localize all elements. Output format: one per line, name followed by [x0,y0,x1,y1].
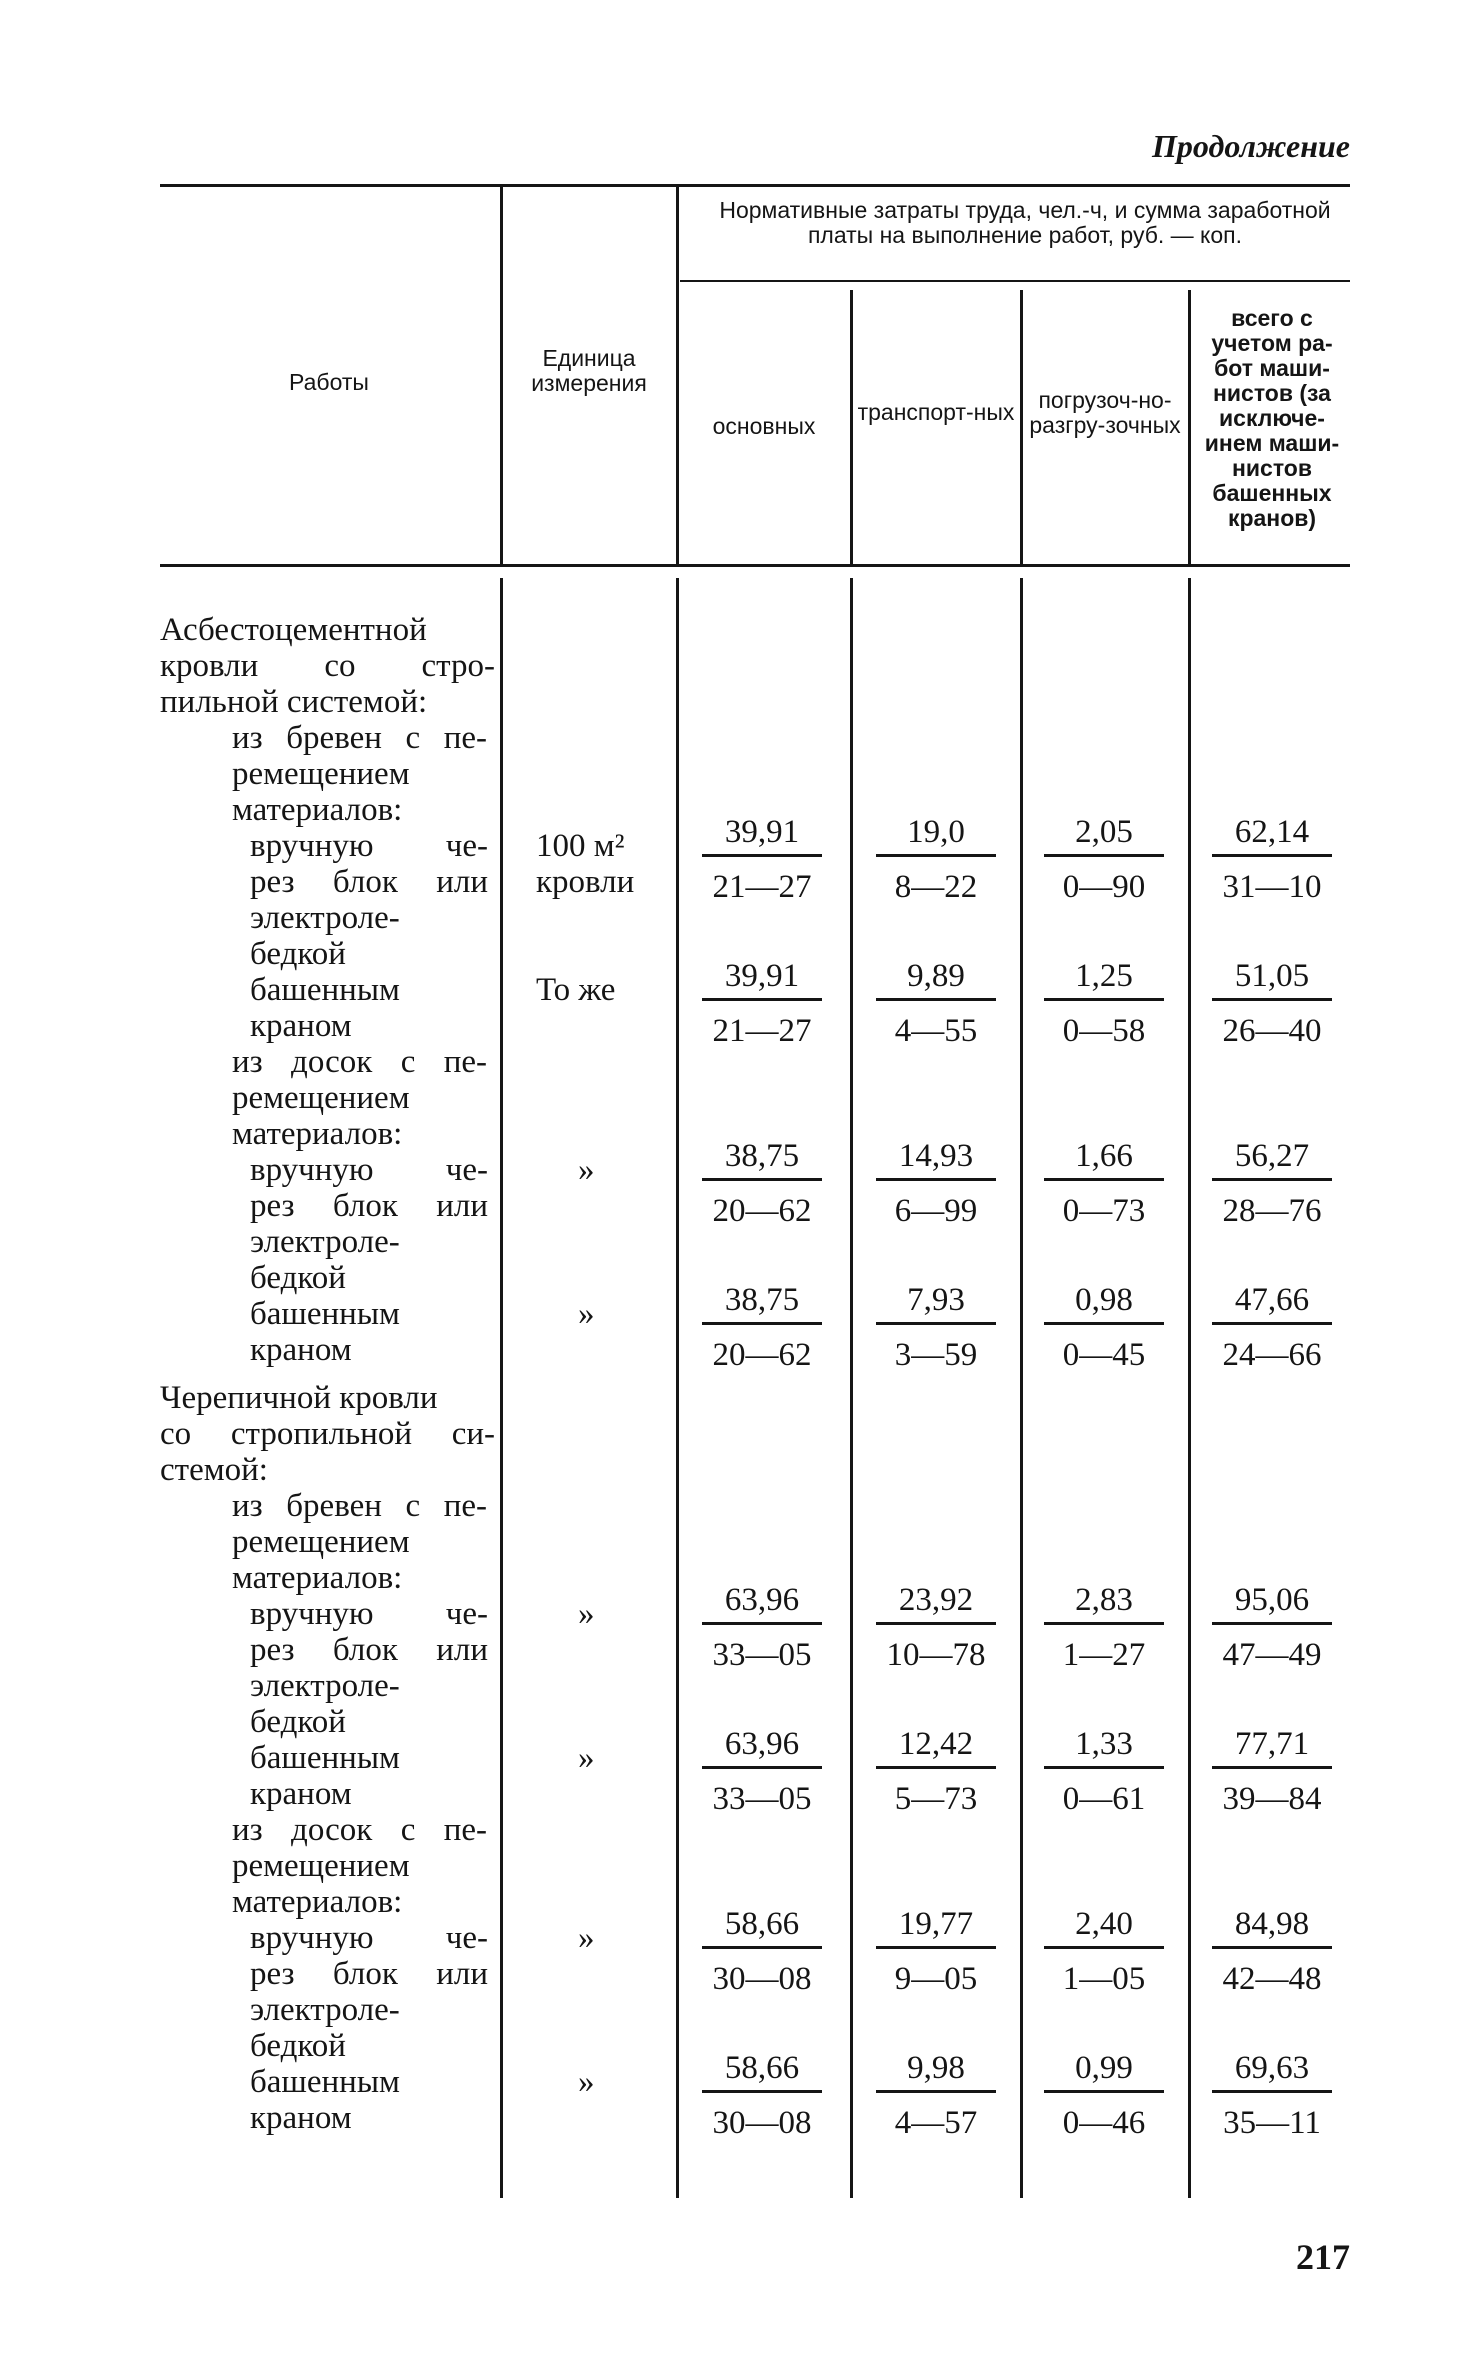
unit-row-1: 100 м² кровли [536,828,635,900]
label-tile-logs-crane: башенным краном [250,1740,400,1812]
page-number: 217 [1296,2237,1350,2277]
cell-r7-loading: 2,40 1—05 [1044,1906,1164,1997]
unit-row-2: То же [536,972,616,1008]
cell-r7-basic: 58,66 30—08 [702,1906,822,1997]
body-vline-2 [676,578,679,2198]
cell-r5-transport: 23,92 10—78 [876,1582,996,1673]
label-asb-logs-manual: вручную че- рез блок или электроле- бедкой [250,828,488,972]
cell-r5-total: 95,06 47—49 [1212,1582,1332,1673]
unit-row-5: » [578,1596,595,1632]
group-header-rule [680,280,1350,282]
cell-r5-basic: 63,96 33—05 [702,1582,822,1673]
unit-row-3: » [578,1152,595,1188]
cell-r4-loading: 0,98 0—45 [1044,1282,1164,1373]
cell-r2-loading: 1,25 0—58 [1044,958,1164,1049]
cell-r8-total: 69,63 35—11 [1212,2050,1332,2141]
label-tile-logs-manual: вручную че- рез блок или электроле- бедкой [250,1596,488,1740]
label-asb-logs: из бревен с пе- ремещением материалов: [232,720,487,828]
cell-r8-transport: 9,98 4—57 [876,2050,996,2141]
label-asb-boards-crane: башенным краном [250,1296,400,1368]
unit-row-4: » [578,1296,595,1332]
cell-r8-loading: 0,99 0—46 [1044,2050,1164,2141]
cell-r6-loading: 1,33 0—61 [1044,1726,1164,1817]
cell-r7-transport: 19,77 9—05 [876,1906,996,1997]
cell-r8-basic: 58,66 30—08 [702,2050,822,2141]
cell-r4-total: 47,66 24—66 [1212,1282,1332,1373]
header-vline-2 [676,186,679,566]
cell-r4-basic: 38,75 20—62 [702,1282,822,1373]
unit-row-7: » [578,1920,595,1956]
cell-r1-basic: 39,91 21—27 [702,814,822,905]
cell-r6-total: 77,71 39—84 [1212,1726,1332,1817]
col-unit-header: Единица измерения [531,345,647,396]
table-top-rule [160,184,1350,187]
header-vline-4 [1020,290,1023,566]
cell-r5-loading: 2,83 1—27 [1044,1582,1164,1673]
cell-r1-transport: 19,0 8—22 [876,814,996,905]
label-asb-title: Асбестоцементной кровли со стро- пильной системой: [160,612,495,720]
cell-r3-basic: 38,75 20—62 [702,1138,822,1229]
cell-r3-loading: 1,66 0—73 [1044,1138,1164,1229]
col-works-header: Работы [289,369,369,395]
cell-r4-transport: 7,93 3—59 [876,1282,996,1373]
cell-r3-total: 56,27 28—76 [1212,1138,1332,1229]
label-tile-title: Черепичной кровли со стропильной си- стемой: [160,1380,495,1488]
header-vline-3 [850,290,853,566]
sub-loading-header: погрузоч-но-разгру-зочных [1029,387,1181,438]
cell-r2-transport: 9,89 4—55 [876,958,996,1049]
label-asb-boards: из досок с пе- ремещением материалов: [232,1044,487,1152]
sub-basic-header: основных [712,413,816,439]
label-asb-logs-crane: башенным краном [250,972,400,1044]
body-vline-3 [850,578,853,2198]
group-header: Нормативные затраты труда, чел.-ч, и сумма заработной платы на выполнение работ, руб. — коп. [719,197,1331,248]
cell-r6-transport: 12,42 5—73 [876,1726,996,1817]
body-vline-1 [500,578,503,2198]
sub-transport-header: транспорт-ных [857,399,1015,425]
cell-r2-basic: 39,91 21—27 [702,958,822,1049]
unit-row-8: » [578,2064,595,2100]
cell-r6-basic: 63,96 33—05 [702,1726,822,1817]
label-tile-boards-crane: башенным краном [250,2064,400,2136]
label-tile-boards-manual: вручную че- рез блок или электроле- бедкой [250,1920,488,2064]
unit-row-6: » [578,1740,595,1776]
cell-r1-total: 62,14 31—10 [1212,814,1332,905]
cell-r1-loading: 2,05 0—90 [1044,814,1164,905]
body-vline-4 [1020,578,1023,2198]
label-tile-boards: из досок с пе- ремещением материалов: [232,1812,487,1920]
continuation-label: Продолжение [1152,128,1350,164]
cell-r7-total: 84,98 42—48 [1212,1906,1332,1997]
cell-r2-total: 51,05 26—40 [1212,958,1332,1049]
label-tile-logs: из бревен с пе- ремещением материалов: [232,1488,487,1596]
header-vline-5 [1188,290,1191,566]
header-bottom-rule [160,564,1350,567]
label-asb-boards-manual: вручную че- рез блок или электроле- бедкой [250,1152,488,1296]
cell-r3-transport: 14,93 6—99 [876,1138,996,1229]
body-vline-5 [1188,578,1191,2198]
sub-total-header: всего с учетом ра-бот маши-нистов (за исключе-инем маши-нистов башенных кранов) [1204,305,1340,531]
